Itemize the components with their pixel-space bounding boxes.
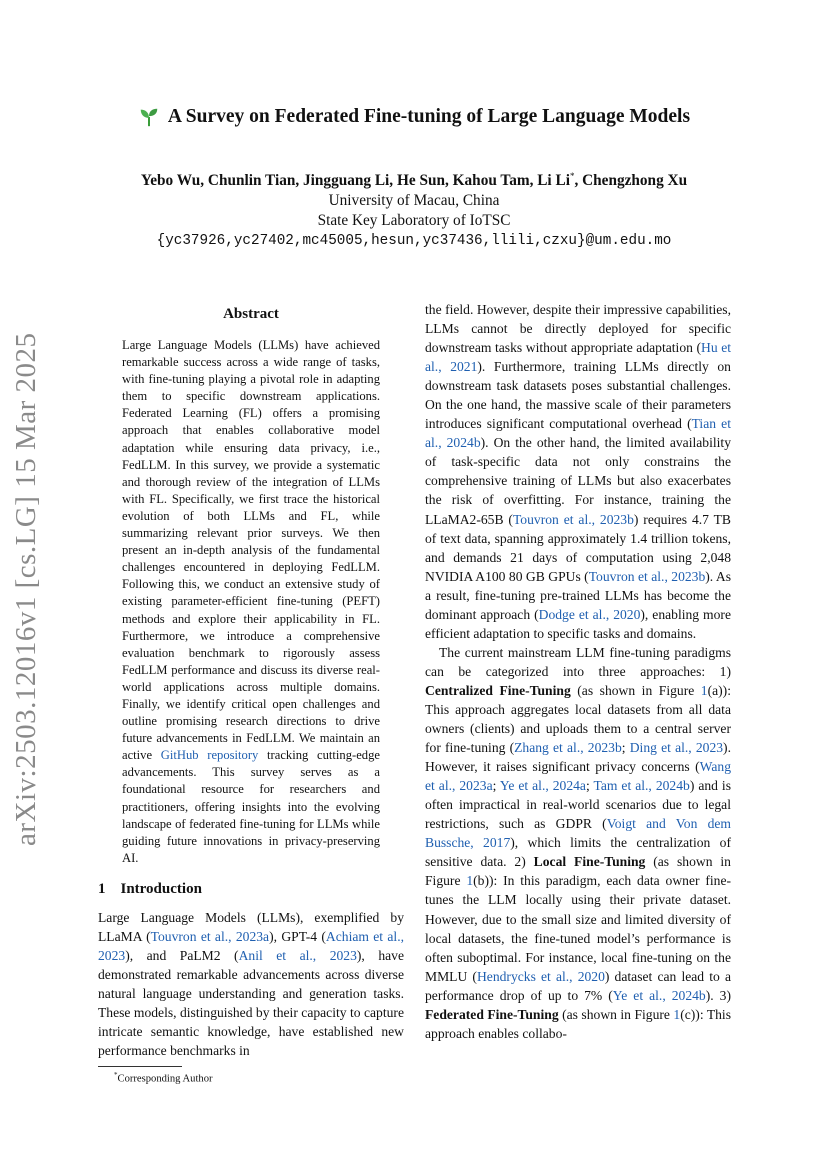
text-run: ), and PaLM2 ( <box>125 948 239 963</box>
citation-link[interactable]: Dodge et al., 2020 <box>538 606 641 622</box>
text-run: ), enabling more efficient adaptation to specific tasks and domains. <box>425 606 731 641</box>
footnote-text: Corresponding Author <box>117 1073 213 1085</box>
last-author: , Chengzhong Xu <box>574 172 688 190</box>
text-run: ), GPT-4 ( <box>269 928 326 944</box>
citation-link[interactable]: Hu et al., 2021 <box>425 340 731 375</box>
citation-link[interactable]: Ding et al., 2023 <box>629 740 724 756</box>
text-run: ). However, it raises significant privacy concerns ( <box>425 740 731 775</box>
citation-link[interactable]: Wang et al., 2023a <box>425 759 731 794</box>
text-run: ). On the other hand, the limited availability of task-specific data not only constrains the comprehensive training of LLMs but also exacerbates the risk of overfitting. For instance, training the LLaMA2-65B ( <box>425 435 731 527</box>
right-body-text <box>425 300 731 1043</box>
footnote-rule <box>98 1066 182 1067</box>
citation-link[interactable]: Zhang et al., 2023b <box>514 740 622 756</box>
left-column <box>98 300 404 1085</box>
affiliation-lab: State Key Laboratory of IoTSC <box>317 212 511 230</box>
text-run: ). As a result, fine-tuning pre-trained LLMs has become the dominant approach ( <box>425 568 731 622</box>
intro-paragraph-1 <box>98 908 404 1060</box>
intro-paragraph <box>98 908 404 1060</box>
citation-link[interactable]: Touvron et al., 2023a <box>150 928 270 944</box>
text-run: ) dataset can lead to a performance drop of up to 7% ( <box>425 968 731 1003</box>
title-block <box>0 106 828 133</box>
text-run: (as shown in Figure <box>558 1006 674 1022</box>
right-column <box>425 300 731 1043</box>
text-run: (as shown in Figure <box>570 682 701 698</box>
abstract-part-2: tracking cutting-edge advancements. This survey serves as a foundational resource for researchers and practitioners, offering insights into the evolving landscape of federated fine-tuning for LLMs while guiding future innovations in privacy-preserving AI. <box>122 748 380 865</box>
citation-link[interactable]: Touvron et al., 2023b <box>588 568 706 584</box>
section-number: 1 <box>98 880 106 897</box>
citation-link[interactable]: Achiam et al., 2023 <box>98 928 404 963</box>
bold-term: Local Fine-Tuning <box>533 854 646 870</box>
text-run: ) and is often impractical in real-world scenarios due to legal restrictions, such as GDPR ( <box>425 778 732 832</box>
citation-link[interactable]: 1 <box>466 873 474 889</box>
author-names: Yebo Wu, Chunlin Tian, Jingguang Li, He Sun, Kahou Tam, Li Li <box>140 172 570 190</box>
citation-link[interactable]: Hendrycks et al., 2020 <box>476 968 605 984</box>
author-block <box>0 166 828 251</box>
sprout-icon <box>138 106 160 128</box>
citation-link[interactable]: Tam et al., 2024b <box>593 778 690 794</box>
text-run: ; <box>492 778 500 794</box>
text-run: Large Language Models (LLMs), exemplified by LLaMA ( <box>98 909 404 944</box>
arxiv-identifier: arXiv:2503.12016v1 [cs.LG] 15 Mar 2025 <box>10 332 42 846</box>
section-heading <box>98 881 404 898</box>
abstract-heading: Abstract <box>223 306 279 322</box>
citation-link[interactable]: Ye et al., 2024a <box>499 778 586 794</box>
text-run: (as shown in Figure <box>425 854 731 889</box>
footnote <box>98 1071 404 1085</box>
text-run: ). 3) <box>705 987 731 1003</box>
text-run: ). Furthermore, training LLMs directly on downstream task datasets poses substantial challenges. On the one hand, the massive scale of their parameters introduces significant computational overhead ( <box>425 359 731 432</box>
text-run: ) requires 4.7 TB of text data, spanning approximately 1.4 trillion tokens, and demands 21 days of computation using 2,048 NVIDIA A100 80 GB GPUs ( <box>425 511 731 584</box>
text-run: (a)): This approach aggregates local datasets from all data owners (clients) and uploads them to a central server for fine-tuning ( <box>425 682 731 756</box>
citation-link[interactable]: 1 <box>673 1006 681 1022</box>
affiliation-university: University of Macau, China <box>328 192 500 210</box>
text-run: (c)): This approach enables collabo- <box>425 1006 732 1041</box>
text-run: ; <box>585 778 594 794</box>
right-paragraph-1 <box>425 300 731 643</box>
author-emails: {yc37926,yc27402,mc45005,hesun,yc37436,llili,czxu}@um.edu.mo <box>156 233 672 250</box>
text-run: the field. However, despite their impressive capabilities, LLMs cannot be directly deployed for specific downstream tasks without appropriate adaptation ( <box>425 302 731 356</box>
citation-link[interactable]: Tian et al., 2024b <box>425 416 731 451</box>
github-repository-link[interactable]: GitHub repository <box>160 748 259 763</box>
text-run: (b)): In this paradigm, each data owner fine-tunes the LLM locally using their private dataset. However, due to the small size and limited diversity of local datasets, the fine-tuned model’s performance is often suboptimal. For instance, local fine-tuning on the MMLU ( <box>425 873 731 984</box>
text-run: ; <box>621 740 630 756</box>
text-run: ), which limits the centralization of sensitive data. 2) <box>425 835 731 870</box>
citation-link[interactable]: Touvron et al., 2023b <box>512 511 634 527</box>
paper-title: A Survey on Federated Fine-tuning of Large Language Models <box>167 106 691 127</box>
corresponding-mark: * <box>569 171 575 181</box>
section-title: Introduction <box>120 880 202 897</box>
citation-link[interactable]: Ye et al., 2024b <box>612 987 706 1003</box>
citation-link[interactable]: Anil et al., 2023 <box>238 948 357 963</box>
citation-link[interactable]: 1 <box>700 682 708 698</box>
footnote-mark: * <box>114 1071 118 1080</box>
citation-link[interactable]: Voigt and Von dem Bussche, 2017 <box>425 816 731 851</box>
abstract-part-1: Large Language Models (LLMs) have achieved remarkable success across a wide range of tasks, with fine-tuning playing a pivotal role in adapting them to specific downstream applications. Federated Learning (FL) offers a promising approach that enables collaborative model adaptation while ensuring data privacy, i.e., FedLLM. In this survey, we provide a systematic and thorough review of the integration of LLMs with FL. Specifically, we first trace the historical evolution of both LLMs and FL, while summarizing relevant prior surveys. We then present an in-depth analysis of the fundamental challenges encountered in deploying FedLLM. Following this, we conduct an extensive study of existing parameter-efficient fine-tuning (PEFT) methods and explore their applicability in FL. Furthermore, we introduce a comprehensive evaluation benchmark to rigorously assess FedLLM performance and discuss its diverse real-world applications across multiple domains. Finally, we identify critical open challenges and outline promising research directions to drive future advancements in FedLLM. We maintain an active <box>122 338 380 763</box>
abstract-text <box>122 337 380 867</box>
paper-title-line <box>138 106 690 128</box>
text-run: ), have demonstrated remarkable advancements across diverse natural language understanding and generation tasks. These models, distinguished by their capacity to capture intricate semantic knowledge, have established new performance benchmarks in <box>98 948 405 1059</box>
bold-term: Federated Fine-Tuning <box>425 1006 559 1022</box>
text-run: The current mainstream LLM fine-tuning paradigms can be categorized into three approaches: 1) <box>425 644 731 679</box>
bold-term: Centralized Fine-Tuning <box>425 682 571 698</box>
right-paragraph-2 <box>425 643 731 1043</box>
